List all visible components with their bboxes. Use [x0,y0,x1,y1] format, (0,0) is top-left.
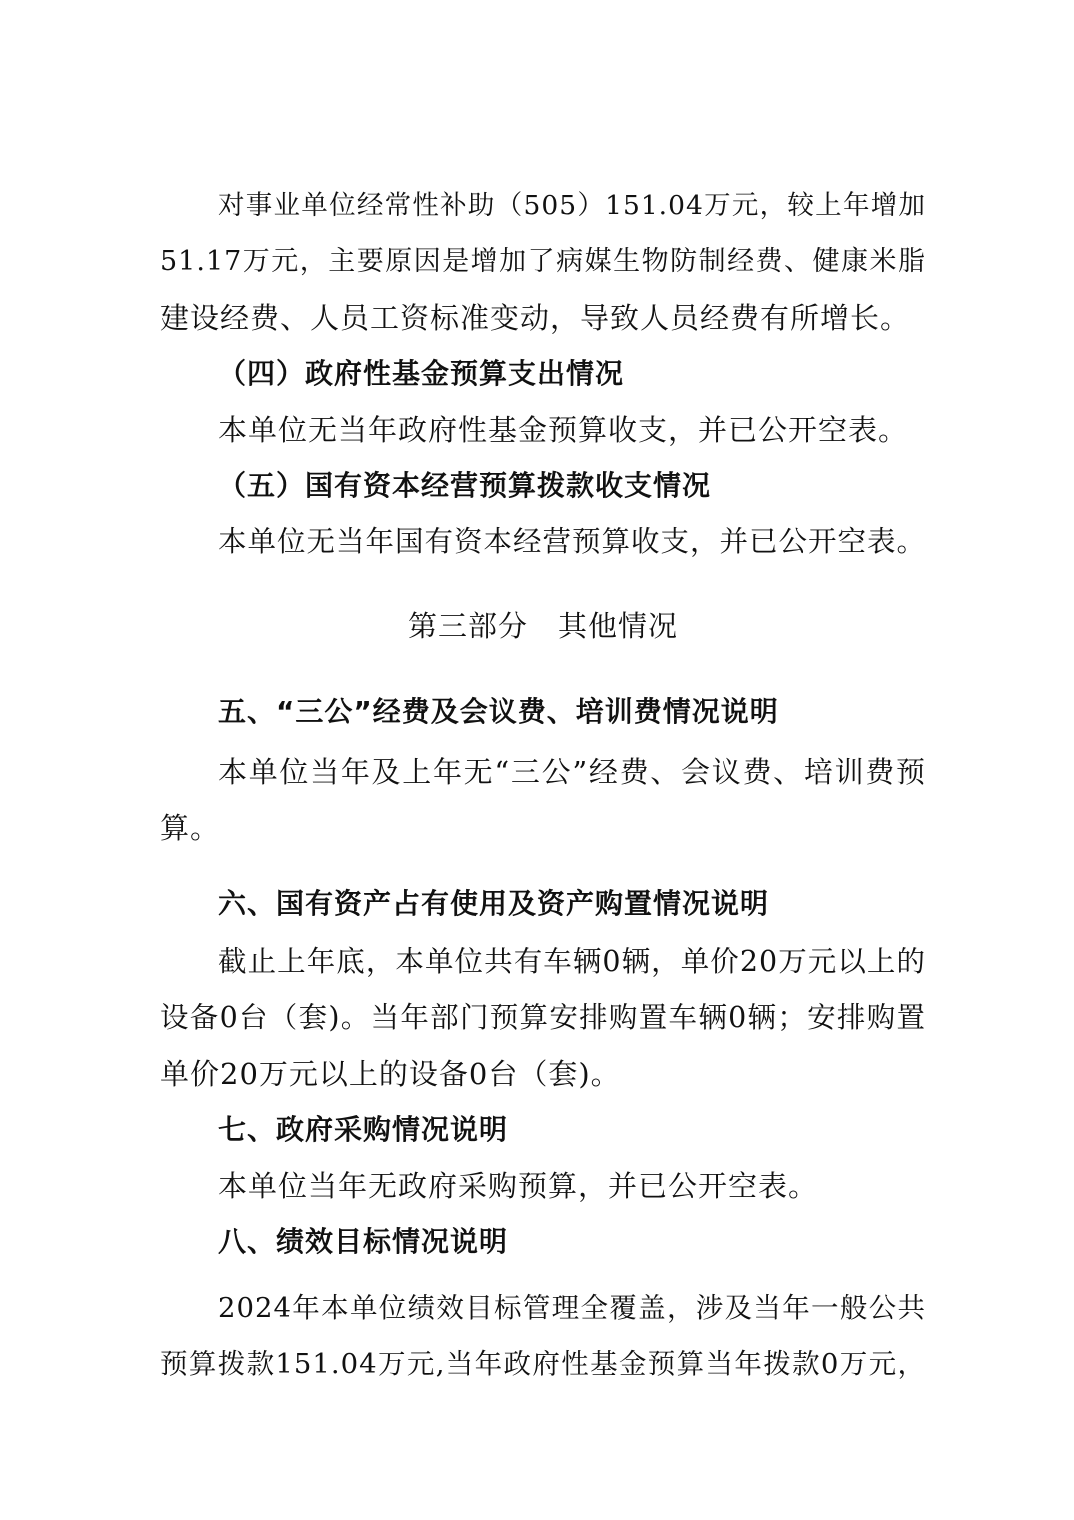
paragraph-505-line-1: 对事业单位经常性补助（505）151.04万元，较上年增加 [218,190,926,221]
heading-government-procurement: 七、政府采购情况说明 [218,1113,509,1146]
paragraph-performance-line-1: 2024年本单位绩效目标管理全覆盖，涉及当年一般公共 [218,1292,926,1324]
paragraph-government-fund: 本单位无当年政府性基金预算收支，并已公开空表。 [218,413,909,447]
part-three-title: 第三部分 其他情况 [407,609,678,643]
paragraph-three-public-line-1: 本单位当年及上年无“三公”经费、会议费、培训费预 [218,755,926,789]
heading-three-public-expenses: 五、“三公”经费及会议费、培训费情况说明 [218,695,779,728]
heading-government-fund: （四）政府性基金预算支出情况 [218,357,625,390]
paragraph-505-line-3: 建设经费、人员工资标准变动，导致人员经费有所增长。 [160,301,911,335]
paragraph-performance-line-2: 预算拨款151.04万元,当年政府性基金预算当年拨款0万元， [160,1348,926,1380]
paragraph-government-procurement: 本单位当年无政府采购预算，并已公开空表。 [218,1169,819,1203]
paragraph-505-line-2: 51.17万元，主要原因是增加了病媒生物防制经费、健康米脂 [160,246,926,277]
paragraph-state-assets-line-2: 设备0台（套)。当年部门预算安排购置车辆0辆；安排购置 [160,1001,926,1034]
paragraph-state-capital: 本单位无当年国有资本经营预算收支，并已公开空表。 [218,525,927,558]
heading-state-assets: 六、国有资产占有使用及资产购置情况说明 [218,887,770,920]
paragraph-three-public-line-2: 算。 [160,811,221,845]
heading-performance-targets: 八、绩效目标情况说明 [218,1225,509,1258]
paragraph-state-assets-line-1: 截止上年底，本单位共有车辆0辆，单价20万元以上的 [218,945,926,978]
heading-state-capital: （五）国有资本经营预算拨款收支情况 [218,469,712,502]
paragraph-state-assets-line-3: 单价20万元以上的设备0台（套)。 [160,1057,621,1091]
